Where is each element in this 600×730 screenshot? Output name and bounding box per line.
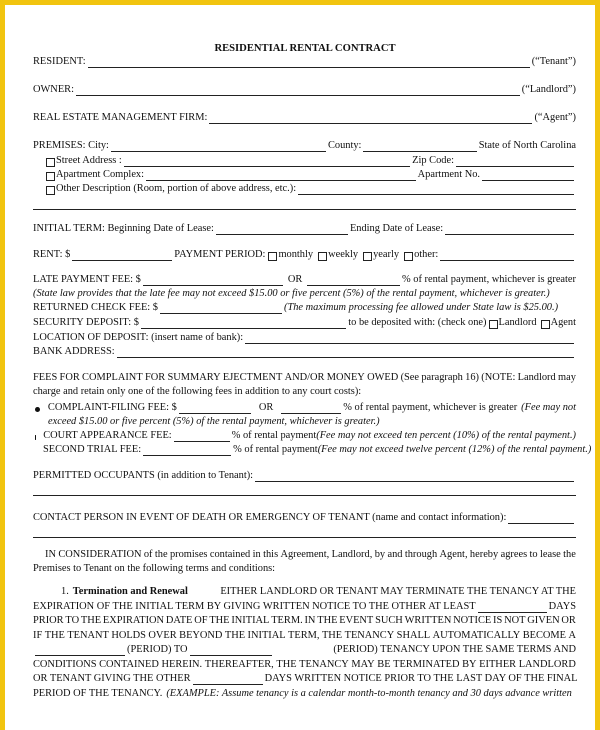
other-field[interactable] — [298, 184, 574, 195]
owner-field[interactable] — [76, 85, 520, 96]
other-row — [46, 182, 576, 195]
other-period-field[interactable] — [440, 250, 574, 261]
late-fee-suffix: % of rental payment, whichever is greater — [402, 274, 576, 285]
occupants-field-line-2[interactable] — [33, 495, 576, 496]
period-field-1[interactable] — [35, 645, 125, 656]
contact-person-row — [33, 511, 576, 524]
deposit-landlord-label: Landlord — [498, 317, 537, 328]
termination-line-3 — [33, 614, 576, 627]
street-checkbox[interactable] — [46, 158, 55, 167]
other-checkbox[interactable] — [46, 186, 55, 195]
termination-text-3: PRIOR TO THE EXPIRATION DATE OF THE INITIAL TERM. IN THE EVENT SUCH WRITTEN NOTICE IS NOT GIVEN OR — [33, 615, 576, 626]
termination-line-2 — [33, 600, 576, 613]
consideration-line-1 — [45, 548, 576, 561]
ending-date-field[interactable] — [445, 224, 574, 235]
notice-days-field-2[interactable] — [193, 674, 263, 685]
resident-tag: (“Tenant”) — [531, 56, 576, 67]
court-appearance-row — [33, 429, 576, 442]
complaint-note-2: exceed $15.00 or five percent (5%) of the rental payment, whichever is greater.) — [48, 416, 380, 427]
fees-intro-row — [33, 371, 576, 384]
premises-row — [33, 139, 576, 152]
second-trial-field[interactable] — [143, 445, 231, 456]
rent-label: RENT: $ — [33, 249, 71, 260]
apartment-checkbox[interactable] — [46, 172, 55, 181]
termination-line-5 — [33, 643, 576, 656]
returned-check-row — [33, 301, 576, 314]
yearly-label: yearly — [373, 249, 400, 260]
other-period-checkbox[interactable] — [404, 252, 413, 261]
deposit-landlord-checkbox[interactable] — [489, 320, 498, 329]
notice-days-field[interactable] — [478, 602, 547, 613]
street-field[interactable] — [124, 156, 410, 167]
second-trial-label: SECOND TRIAL FEE: — [43, 444, 142, 455]
document — [5, 5, 600, 730]
section-number: 1. — [61, 586, 69, 597]
court-appearance-label: COURT APPEARANCE FEE: — [43, 430, 172, 441]
termination-text-7b: DAYS WRITTEN NOTICE PRIOR TO THE LAST DAY OF THE FINAL — [264, 673, 578, 684]
late-fee-label: LATE PAYMENT FEE: $ — [33, 274, 141, 285]
zip-label: Zip Code: — [412, 155, 454, 166]
agent-field[interactable] — [209, 113, 532, 124]
period-field-2[interactable] — [190, 645, 272, 656]
late-fee-field[interactable] — [143, 275, 283, 286]
second-trial-row — [33, 443, 592, 456]
monthly-checkbox[interactable] — [268, 252, 277, 261]
initial-term-row — [33, 222, 576, 235]
termination-line-8 — [33, 687, 576, 700]
apartment-no-field[interactable] — [482, 170, 574, 181]
other-period-label: other: — [414, 249, 439, 260]
contact-person-label: CONTACT PERSON IN EVENT OF DEATH OR EMERGENCY OF TENANT (name and contact information): — [33, 512, 507, 523]
resident-row — [33, 55, 576, 68]
security-deposit-label: SECURITY DEPOSIT: $ — [33, 317, 139, 328]
resident-field[interactable] — [88, 57, 530, 68]
court-appearance-suffix: % of rental payment — [231, 430, 317, 441]
ending-date-label: Ending Date of Lease: — [349, 223, 444, 234]
period-label-1: (PERIOD) TO — [127, 644, 188, 655]
termination-text-1: EITHER LANDLORD OR TENANT MAY TERMINATE THE TENANCY AT THE — [220, 586, 576, 597]
termination-line-7 — [33, 672, 576, 685]
section-title: Termination and Renewal — [72, 586, 188, 597]
deposit-agent-label: Agent — [550, 317, 576, 328]
consideration-text-1: IN CONSIDERATION of the promises contained in this Agreement, Landlord, by and through Agent, hereby agrees to lease the — [45, 549, 576, 560]
complaint-percent-field[interactable] — [281, 403, 341, 414]
resident-label: RESIDENT: — [33, 56, 86, 67]
complaint-note-1: (Fee may not — [521, 402, 576, 413]
termination-line-1 — [61, 585, 576, 598]
fees-intro-line-1: FEES FOR COMPLAINT FOR SUMMARY EJECTMENT AND/OR MONEY OWED (See paragraph 16) (NOTE: Landlord may — [33, 372, 576, 383]
county-field[interactable] — [363, 141, 476, 152]
court-appearance-field[interactable] — [174, 431, 230, 442]
apartment-label: Apartment Complex: — [56, 169, 145, 180]
termination-text-5: (PERIOD) TENANCY UPON THE SAME TERMS AND — [333, 644, 576, 655]
termination-line-4 — [33, 629, 576, 642]
bank-address-label: BANK ADDRESS: — [33, 346, 115, 357]
weekly-checkbox[interactable] — [318, 252, 327, 261]
second-trial-note: (Fee may not exceed twelve percent (12%) of the rental payment.) — [317, 444, 592, 455]
apartment-row — [46, 168, 576, 181]
complaint-filing-row — [33, 401, 576, 414]
initial-term-label: INITIAL TERM: Beginning Date of Lease: — [33, 223, 214, 234]
occupants-row — [33, 469, 576, 482]
late-fee-percent-field[interactable] — [307, 275, 400, 286]
rent-field[interactable] — [72, 250, 172, 261]
late-fee-note: (State law provides that the late fee may not exceed $15.00 or five percent (5%) of the rental payment, whichever is greater.) — [33, 288, 550, 299]
apartment-field[interactable] — [146, 170, 416, 181]
returned-check-field[interactable] — [160, 303, 282, 314]
premises-city-label: PREMISES: City: — [33, 140, 109, 151]
weekly-label: weekly — [328, 249, 359, 260]
termination-text-8: PERIOD OF THE TENANCY. — [33, 688, 163, 699]
second-trial-suffix: % of rental payment — [233, 444, 318, 455]
termination-text-4: IF THE TENANT HOLDS OVER BEYOND THE INITIAL TERM, THE TENANCY SHALL AUTOMATICALLY BECOME A — [33, 630, 576, 641]
zip-field[interactable] — [456, 156, 574, 167]
occupants-label: PERMITTED OCCUPANTS (in addition to Tenant): — [33, 470, 254, 481]
complaint-or: OR — [258, 402, 274, 413]
consideration-line-2: Premises to Tenant on the following terms and conditions: — [33, 563, 276, 574]
contact-person-field[interactable] — [508, 513, 574, 524]
begin-date-field[interactable] — [216, 224, 348, 235]
bank-address-row — [33, 345, 576, 358]
termination-text-6: CONDITIONS CONTAINED HEREIN. THEREAFTER, THE TENANCY MAY BE TERMINATED BY EITHER LANDLORD — [33, 659, 576, 670]
bullet-icon — [35, 407, 40, 412]
fees-intro-row-2: charge and retain only one of the following fees in addition to any court costs): — [33, 386, 362, 397]
complaint-suffix: % of rental payment, whichever is greater — [343, 402, 518, 413]
owner-row — [33, 83, 576, 96]
payment-period-label: PAYMENT PERIOD: — [174, 249, 266, 260]
city-field[interactable] — [111, 141, 326, 152]
state-label: State of North Carolina — [478, 140, 576, 151]
termination-days-label: DAYS — [548, 601, 576, 612]
page-title: RESIDENTIAL RENTAL CONTRACT — [214, 43, 396, 54]
other-label: Other Description (Room, portion of above address, etc.): — [56, 183, 297, 194]
agent-row — [33, 111, 576, 124]
complaint-filing-label: COMPLAINT-FILING FEE: $ — [47, 402, 177, 413]
county-label: County: — [327, 140, 362, 151]
deposit-location-field[interactable] — [245, 333, 574, 344]
security-deposit-field[interactable] — [141, 318, 346, 329]
contact-person-line-2[interactable] — [33, 537, 576, 538]
bank-address-field[interactable] — [117, 347, 574, 358]
owner-label: OWNER: — [33, 84, 74, 95]
court-appearance-note: (Fee may not exceed ten percent (10%) of the rental payment.) — [316, 430, 576, 441]
monthly-label: monthly — [278, 249, 314, 260]
agent-label: REAL ESTATE MANAGEMENT FIRM: — [33, 112, 208, 123]
agent-tag: (“Agent”) — [534, 112, 576, 123]
returned-check-label: RETURNED CHECK FEE: $ — [33, 302, 158, 313]
deposit-location-row — [33, 331, 576, 344]
rent-row — [33, 248, 576, 261]
street-label: Street Address : — [56, 155, 122, 166]
returned-check-note: (The maximum processing fee allowed under State law is $25.00.) — [283, 302, 559, 313]
yearly-checkbox[interactable] — [363, 252, 372, 261]
security-deposit-row — [33, 316, 576, 329]
other-field-line-2[interactable] — [33, 209, 576, 210]
late-fee-or: OR — [287, 274, 303, 285]
apartment-no-label: Apartment No. — [417, 169, 480, 180]
deposited-with-label: to be deposited with: (check one) — [348, 317, 487, 328]
deposit-agent-checkbox[interactable] — [541, 320, 550, 329]
termination-text-2: EXPIRATION OF THE INITIAL TERM BY GIVING WRITTEN NOTICE TO THE OTHER AT LEAST — [33, 601, 476, 612]
street-row — [46, 154, 576, 167]
termination-line-6 — [33, 658, 576, 671]
complaint-filing-field[interactable] — [179, 403, 251, 414]
termination-text-7a: OR TENANT GIVING THE OTHER — [33, 673, 191, 684]
late-fee-row — [33, 273, 576, 286]
example-note: (EXAMPLE: Assume tenancy is a calendar month-to-month tenancy and 30 days advance written — [166, 688, 572, 699]
occupants-field[interactable] — [255, 471, 574, 482]
owner-tag: (“Landlord”) — [521, 84, 576, 95]
deposit-location-label: LOCATION OF DEPOSIT: (insert name of bank): — [33, 332, 244, 343]
